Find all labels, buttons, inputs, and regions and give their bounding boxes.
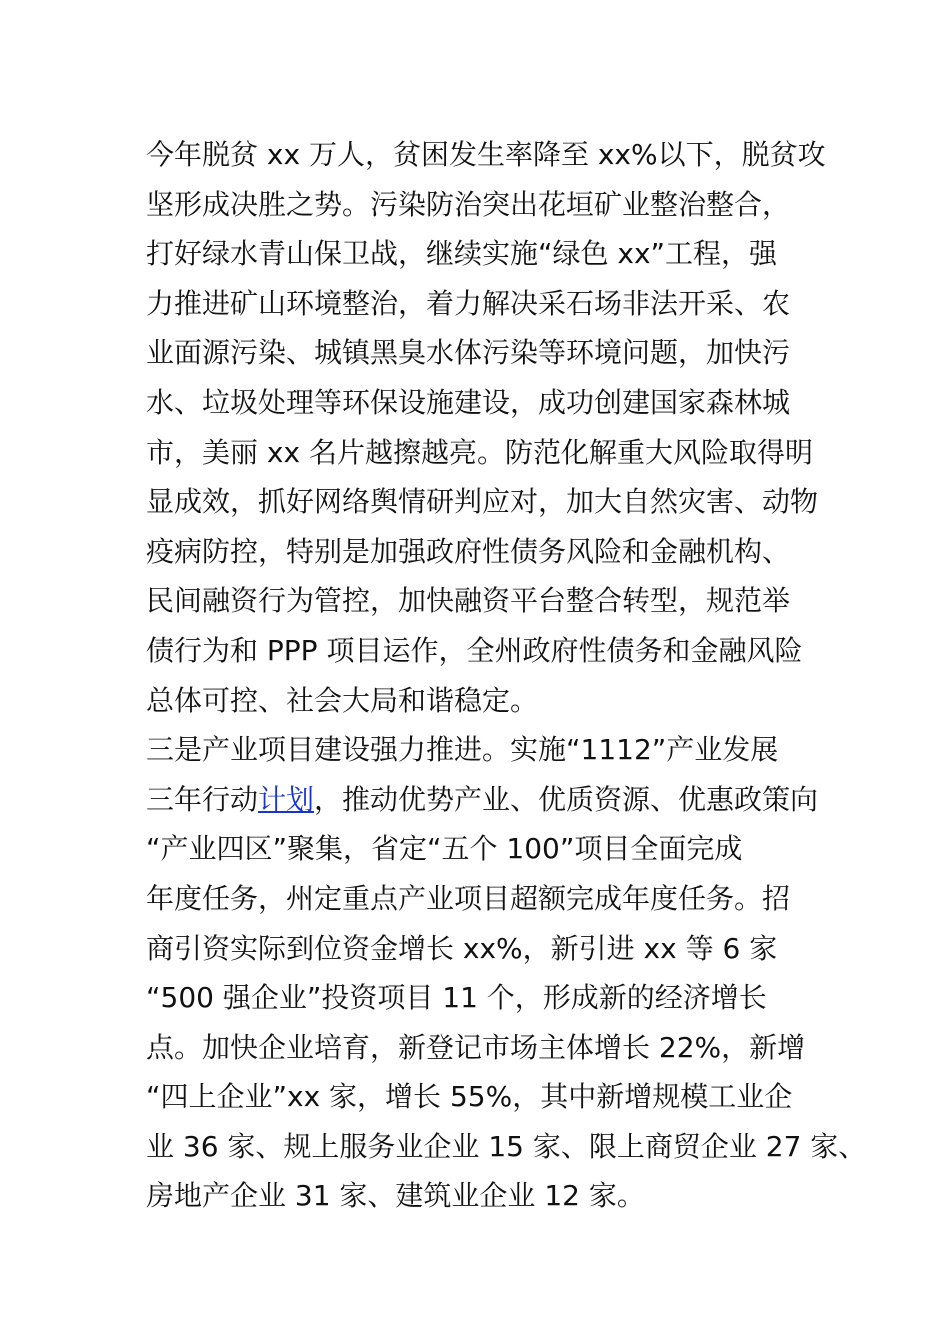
- paragraph-1-line: 显成效，抓好网络舆情研判应对，加大自然灾害、动物: [146, 485, 819, 519]
- paragraph-1-line: 债行为和 PPP 项目运作，全州政府性债务和金融风险: [146, 633, 803, 667]
- paragraph-1-line: 力推进矿山环境整治，着力解决采石场非法开采、农: [146, 286, 791, 320]
- paragraph-2-line: “500 强企业”投资项目 11 个，形成新的经济增长: [146, 981, 767, 1015]
- paragraph-1-line: 市，美丽 xx 名片越擦越亮。防范化解重大风险取得明: [146, 435, 813, 469]
- paragraph-2-line: “产业四区”聚集，省定“五个 100”项目全面完成: [146, 832, 743, 866]
- document-body: [146, 130, 867, 1221]
- paragraph-2-line: 房地产企业 31 家、建筑业企业 12 家。: [146, 1179, 645, 1213]
- line-text-after-link: ，推动优势产业、优质资源、优惠政策向: [314, 782, 819, 816]
- paragraph-1-line: 业面源污染、城镇黑臭水体污染等环境问题，加快污: [146, 336, 791, 370]
- paragraph-1-line: 坚形成决胜之势。污染防治突出花垣矿业整治整合，: [146, 187, 791, 221]
- paragraph-2-line: 业 36 家、规上服务业企业 15 家、限上商贸企业 27 家、: [146, 1129, 867, 1163]
- line-text-before-link: 三年行动: [146, 782, 259, 816]
- paragraph-2-line-with-link: [146, 775, 836, 825]
- paragraph-2-line: 商引资实际到位资金增长 xx%，新引进 xx 等 6 家: [146, 931, 778, 965]
- paragraph-1-line: 民间融资行为管控，加快融资平台整合转型，规范举: [146, 584, 791, 618]
- paragraph-2-line: “四上企业”xx 家，增长 55%，其中新增规模工业企: [146, 1080, 793, 1114]
- paragraph-1-line: 今年脱贫 xx 万人，贫困发生率降至 xx%以下，脱贫攻: [146, 138, 826, 171]
- paragraph-1-line: 疫病防控，特别是加强政府性债务风险和金融机构、: [146, 534, 791, 568]
- paragraph-2-line: 点。加快企业培育，新登记市场主体增长 22%，新增: [146, 1030, 806, 1064]
- plan-link[interactable]: 计划: [258, 782, 315, 816]
- paragraph-2-line: 年度任务，州定重点产业项目超额完成年度任务。招: [146, 881, 791, 915]
- paragraph-2-line: 三是产业项目建设强力推进。实施“1112”产业发展: [146, 733, 779, 767]
- paragraph-1-line: 总体可控、社会大局和谐稳定。: [146, 683, 539, 717]
- paragraph-1-line: 水、垃圾处理等环保设施建设，成功创建国家森林城: [146, 385, 791, 419]
- paragraph-1-line: 打好绿水青山保卫战，继续实施“绿色 xx”工程，强: [146, 237, 778, 271]
